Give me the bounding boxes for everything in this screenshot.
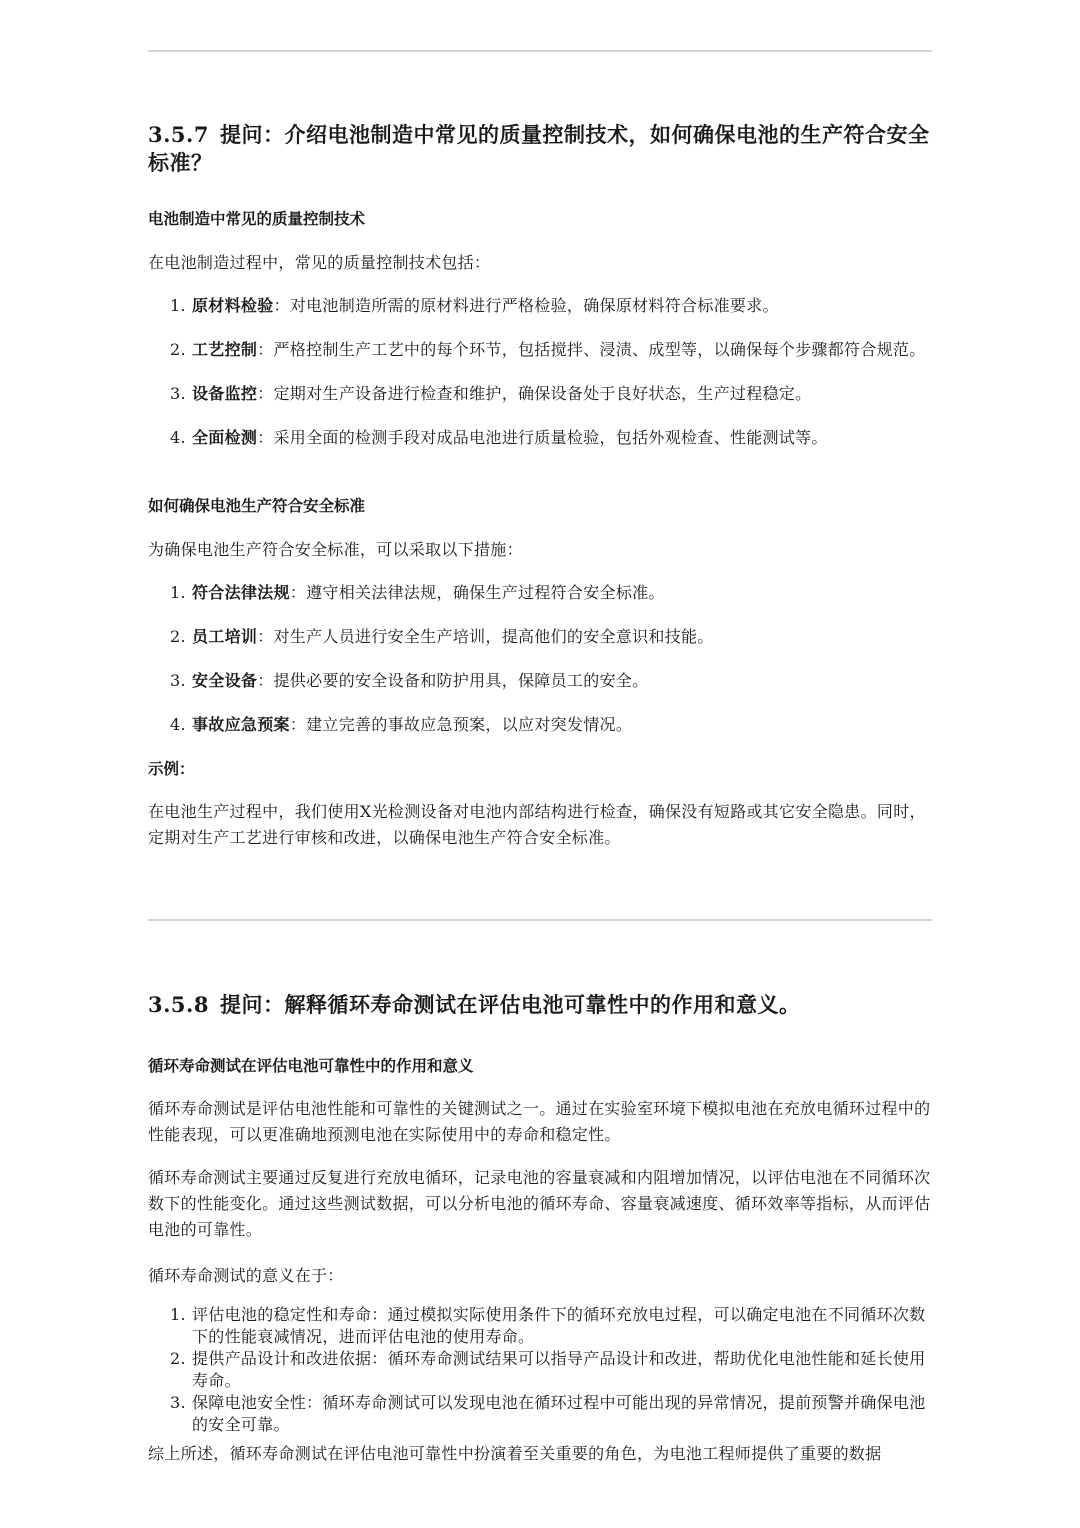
list-item: 1. 原材料检验：对电池制造所需的原材料进行严格检验，确保原材料符合标准要求。 — [170, 296, 779, 315]
list-item: 3. 保障电池安全性：循环寿命测试可以发现电池在循环过程中可能出现的异常情况，提前预警并确保电池的安全可靠。 — [170, 1393, 926, 1434]
paragraph-4: 综上所述，循环寿命测试在评估电池可靠性中扮演着至关重要的角色，为电池工程师提供了重要的数据 — [148, 1444, 882, 1463]
list-item: 3. 设备监控：定期对生产设备进行检查和维护，确保设备处于良好状态，生产过程稳定。 — [170, 384, 812, 403]
list-item: 3. 安全设备：提供必要的安全设备和防护用具，保障员工的安全。 — [170, 671, 649, 690]
section-number: 3.5.7 — [148, 122, 209, 147]
intro-safety: 为确保电池生产符合安全标准，可以采取以下措施： — [148, 540, 523, 559]
subheading-example: 示例： — [148, 759, 195, 778]
paragraph-3: 循环寿命测试的意义在于： — [148, 1266, 344, 1285]
list-item: 2. 员工培训：对生产人员进行安全生产培训，提高他们的安全意识和技能。 — [170, 627, 714, 646]
section-title-3-5-8 — [148, 991, 932, 1019]
list-item: 1. 符合法律法规：遵守相关法律法规，确保生产过程符合安全标准。 — [170, 583, 665, 602]
list-item: 4. 事故应急预案：建立完善的事故应急预案，以应对突发情况。 — [170, 715, 633, 734]
section-title-text: 提问：介绍电池制造中常见的质量控制技术，如何确保电池的生产符合安全标准？ — [148, 122, 930, 175]
list-item: 2. 工艺控制：严格控制生产工艺中的每个环节，包括搅拌、浸渍、成型等，以确保每个步骤都符合规范。 — [170, 340, 926, 359]
paragraph-2: 循环寿命测试主要通过反复进行充放电循环，记录电池的容量衰减和内阻增加情况，以评估电池在不同循环次数下的性能变化。通过这些测试数据，可以分析电池的循环寿命、容量衰减速度、循环效率等指标，从而评估电池的可靠性。 — [148, 1168, 931, 1239]
quality-control-list — [148, 293, 932, 469]
subheading-cycle-life: 循环寿命测试在评估电池可靠性中的作用和意义 — [148, 1056, 474, 1075]
divider-top — [148, 50, 932, 52]
section-number: 3.5.8 — [148, 992, 209, 1017]
list-item: 2. 提供产品设计和改进依据：循环寿命测试结果可以指导产品设计和改进，帮助优化电池性能和延长使用寿命。 — [170, 1349, 926, 1390]
subheading-safety: 如何确保电池生产符合安全标准 — [148, 496, 366, 515]
subheading-quality-control: 电池制造中常见的质量控制技术 — [148, 209, 366, 228]
section-title-text: 提问：解释循环寿命测试在评估电池可靠性中的作用和意义。 — [220, 992, 801, 1017]
significance-list — [148, 1304, 932, 1436]
list-item: 1. 评估电池的稳定性和寿命：通过模拟实际使用条件下的循环充放电过程，可以确定电池在不同循环次数下的性能衰减情况，进而评估电池的使用寿命。 — [170, 1305, 926, 1346]
intro-quality-control: 在电池制造过程中，常见的质量控制技术包括： — [148, 253, 491, 272]
safety-list — [148, 580, 932, 756]
list-item: 4. 全面检测：采用全面的检测手段对成品电池进行质量检验，包括外观检查、性能测试等。 — [170, 428, 828, 447]
divider-middle — [148, 919, 932, 921]
example-paragraph: 在电池生产过程中，我们使用X光检测设备对电池内部结构进行检查，确保没有短路或其它安全隐患。同时，定期对生产工艺进行审核和改进，以确保电池生产符合安全标准。 — [148, 802, 926, 847]
section-title-3-5-7 — [148, 121, 932, 177]
paragraph-1: 循环寿命测试是评估电池性能和可靠性的关键测试之一。通过在实验室环境下模拟电池在充放电循环过程中的性能表现，可以更准确地预测电池在实际使用中的寿命和稳定性。 — [148, 1099, 931, 1144]
